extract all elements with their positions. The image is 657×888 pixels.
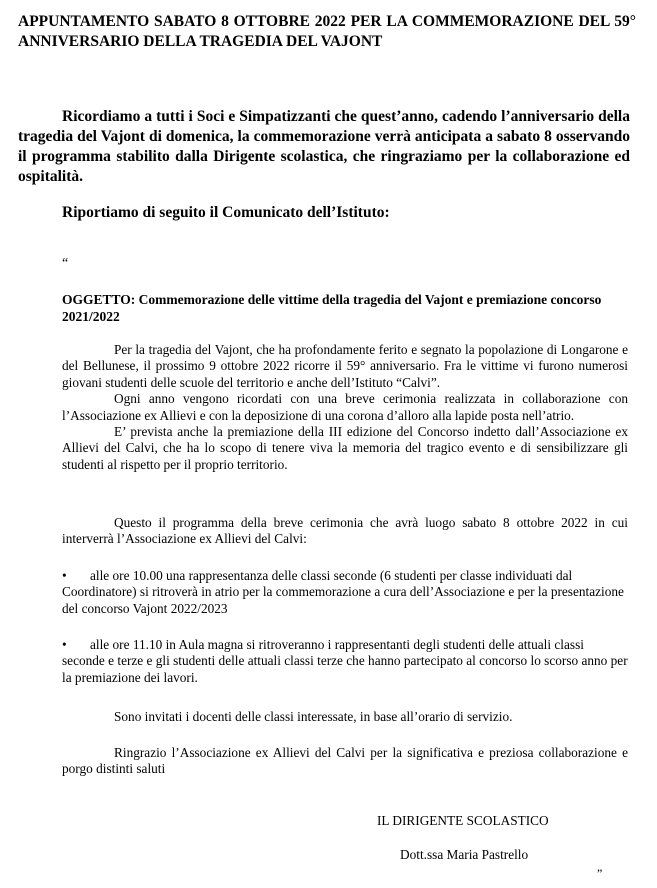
closing-quote-mark: ” [597, 866, 603, 880]
communique-body [62, 342, 628, 473]
document-title: APPUNTAMENTO SABATO 8 OTTOBRE 2022 PER LA COMMEMORAZIONE DEL 59° ANNIVERSARIO DELLA TRAGEDIA DEL VAJONT [18, 13, 636, 50]
paragraph-ceremony: Ogni anno vengono ricordati con una breve cerimonia realizzata in collaborazione con l’Associazione ex Allievi e con la deposizione di una corona d’alloro alla lapide posta nell’atrio. [62, 391, 628, 423]
intro-paragraph: Ricordiamo a tutti i Soci e Simpatizzanti che quest’anno, cadendo l’anniversario della tragedia del Vajont di domenica, la commemorazione verrà anticipata a sabato 8 osservando il programma stabilito dalla Dirigente scolastica, che ringraziamo per la collaborazione ed ospitalità. [18, 108, 630, 185]
signature-name: Dott.ssa Maria Pastrello [400, 847, 529, 862]
list-item [62, 637, 628, 686]
program-intro: Questo il programma della breve cerimonia che avrà luogo sabato 8 ottobre 2022 in cui interverrà l’Associazione ex Allievi del Calvi: [62, 515, 628, 547]
paragraph-anniversary: Per la tragedia del Vajont, che ha profondamente ferito e segnato la popolazione di Longarone e del Bellunese, il prossimo 9 ottobre 2022 ricorre il 59° anniversario. Fra le vittime vi furono numerosi giovani studenti delle scuole del territorio e anche dell’Istituto “Calvi”. [62, 342, 628, 390]
list-item-text: alle ore 11.10 in Aula magna si ritroveranno i rappresentanti degli studenti delle attuali classi seconde e terze e gli studenti delle attuali classi terze che hanno partecipato al concorso lo scorso anno per la premiazione dei lavori. [62, 637, 628, 685]
subject-line: OGGETTO: Commemorazione delle vittime della tragedia del Vajont e premiazione concorso 2021/2022 [62, 292, 602, 324]
lead-sentence: Riportiamo di seguito il Comunicato dell’Istituto: [62, 204, 390, 221]
opening-quote-mark: “ [62, 256, 69, 271]
bullet-icon: • [62, 637, 67, 652]
list-item [62, 568, 628, 617]
paragraph-contest: E’ prevista anche la premiazione della III edizione del Concorso indetto dall’Associazione ex Allievi del Calvi, che ha lo scopo di tenere viva la memoria del tragico evento e di sensibilizzare gli studenti al rispetto per il proprio territorio. [62, 424, 628, 472]
bullet-icon: • [62, 568, 67, 583]
signature-role: IL DIRIGENTE SCOLASTICO [377, 813, 549, 828]
invite-paragraph: Sono invitati i docenti delle classi interessate, in base all’orario di servizio. [114, 709, 513, 724]
list-item-text: alle ore 10.00 una rappresentanza delle classi seconde (6 studenti per classe individuati dal Coordinatore) si ritroverà in atrio per la commemorazione a cura dell’Associazione e per la presentazione del concorso Vajont 2022/2023 [62, 568, 624, 616]
thanks-paragraph: Ringrazio l’Associazione ex Allievi del Calvi per la significativa e preziosa collaborazione e porgo distinti saluti [62, 745, 628, 777]
